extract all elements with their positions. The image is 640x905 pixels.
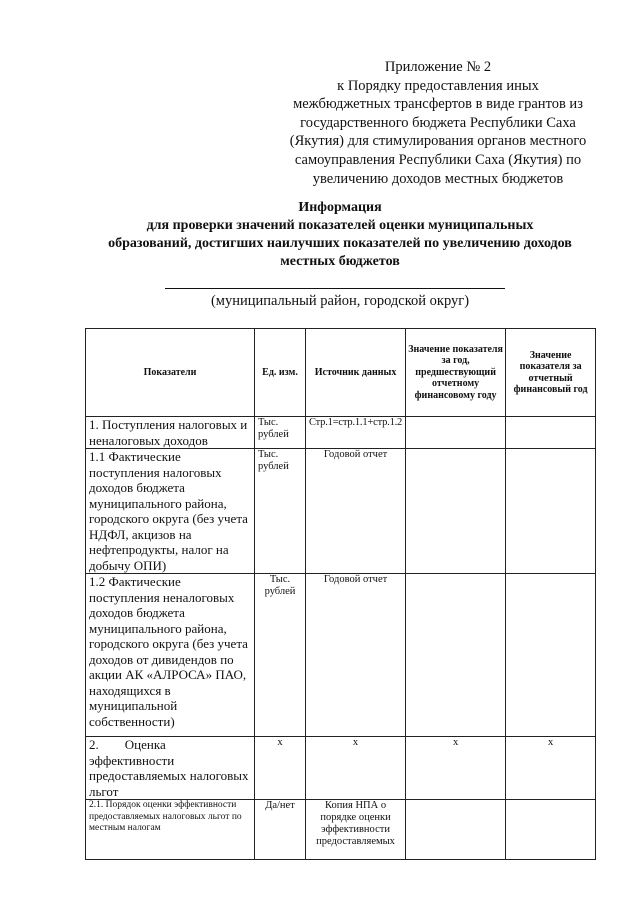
- unit-cell: Да/нет: [255, 800, 306, 860]
- prev-year-cell: [406, 417, 506, 449]
- source-cell: Годовой отчет: [306, 449, 406, 574]
- header-source: Источник данных: [306, 329, 406, 417]
- table-row: [86, 574, 596, 737]
- prev-year-cell: х: [406, 737, 506, 800]
- indicator-cell: 1.1 Фактические поступления налоговых доходов бюджета муниципального района, городского округа (без учета НДФЛ, акцизов на нефтепродукты, налог на добычу ОПИ): [86, 449, 255, 574]
- document-title: [60, 199, 620, 271]
- header-indicator: Показатели: [86, 329, 255, 417]
- header-prev-year: Значение показателя за год, предшествующий отчетному финансовому году: [406, 329, 506, 417]
- indicator-cell: 1.2 Фактические поступления неналоговых доходов бюджета муниципального района, городского округа (без учета доходов от дивидендов по акции АК «АЛРОСА» ПАО, находящихся в муниципальной собственности): [86, 574, 255, 737]
- source-cell: х: [306, 737, 406, 800]
- unit-cell: Тыс. рублей: [255, 574, 306, 737]
- prev-year-cell: [406, 800, 506, 860]
- unit-cell: х: [255, 737, 306, 800]
- title-line: образований, достигших наилучших показателей по увеличению доходов: [108, 236, 572, 251]
- annex-line: (Якутия) для стимулирования органов местного: [289, 133, 587, 150]
- source-cell: Копия НПА о порядке оценки эффективности предоставляемых: [306, 800, 406, 860]
- table-row: [86, 417, 596, 449]
- indicator-cell: 2. Оценка эффективности предоставляемых налоговых льгот: [86, 737, 255, 800]
- indicator-cell: 1. Поступления налоговых и неналоговых доходов: [86, 417, 255, 449]
- title-line: для проверки значений показателей оценки муниципальных: [146, 218, 534, 233]
- title-heading: Информация: [298, 200, 382, 215]
- table-header-row: [86, 329, 596, 417]
- unit-cell: Тыс. рублей: [255, 417, 306, 449]
- prev-year-cell: [406, 574, 506, 737]
- header-unit: Ед. изм.: [255, 329, 306, 417]
- report-year-cell: [506, 417, 596, 449]
- indicators-table: [85, 328, 596, 860]
- prev-year-cell: [406, 449, 506, 574]
- title-line: местных бюджетов: [280, 254, 400, 269]
- report-year-cell: [506, 574, 596, 737]
- report-year-cell: [506, 449, 596, 574]
- unit-cell: Тыс. рублей: [255, 449, 306, 574]
- report-year-cell: х: [506, 737, 596, 800]
- source-cell: Годовой отчет: [306, 574, 406, 737]
- blank-fill-line: [165, 288, 505, 289]
- annex-line: к Порядку предоставления иных: [337, 77, 539, 94]
- report-year-cell: [506, 800, 596, 860]
- municipality-caption: (муниципальный район, городской округ): [210, 293, 470, 309]
- annex-line: Приложение № 2: [384, 59, 492, 75]
- annex-line: межбюджетных трансфертов в виде грантов из: [293, 96, 583, 113]
- table-row: [86, 800, 596, 860]
- header-report-year: Значение показателя за отчетный финансовый год: [506, 329, 596, 417]
- annex-line: самоуправления Республики Саха (Якутия) по: [294, 151, 582, 168]
- table-row: [86, 449, 596, 574]
- annex-line: государственного бюджета Республики Саха: [300, 114, 576, 131]
- indicator-cell: 2.1. Порядок оценки эффективности предоставляемых налоговых льгот по местным налогам: [86, 800, 255, 860]
- annex-line: увеличению доходов местных бюджетов: [312, 170, 564, 187]
- annex-block: [268, 58, 608, 188]
- table-row: [86, 737, 596, 800]
- source-cell: Стр.1=стр.1.1+стр.1.2: [306, 417, 406, 449]
